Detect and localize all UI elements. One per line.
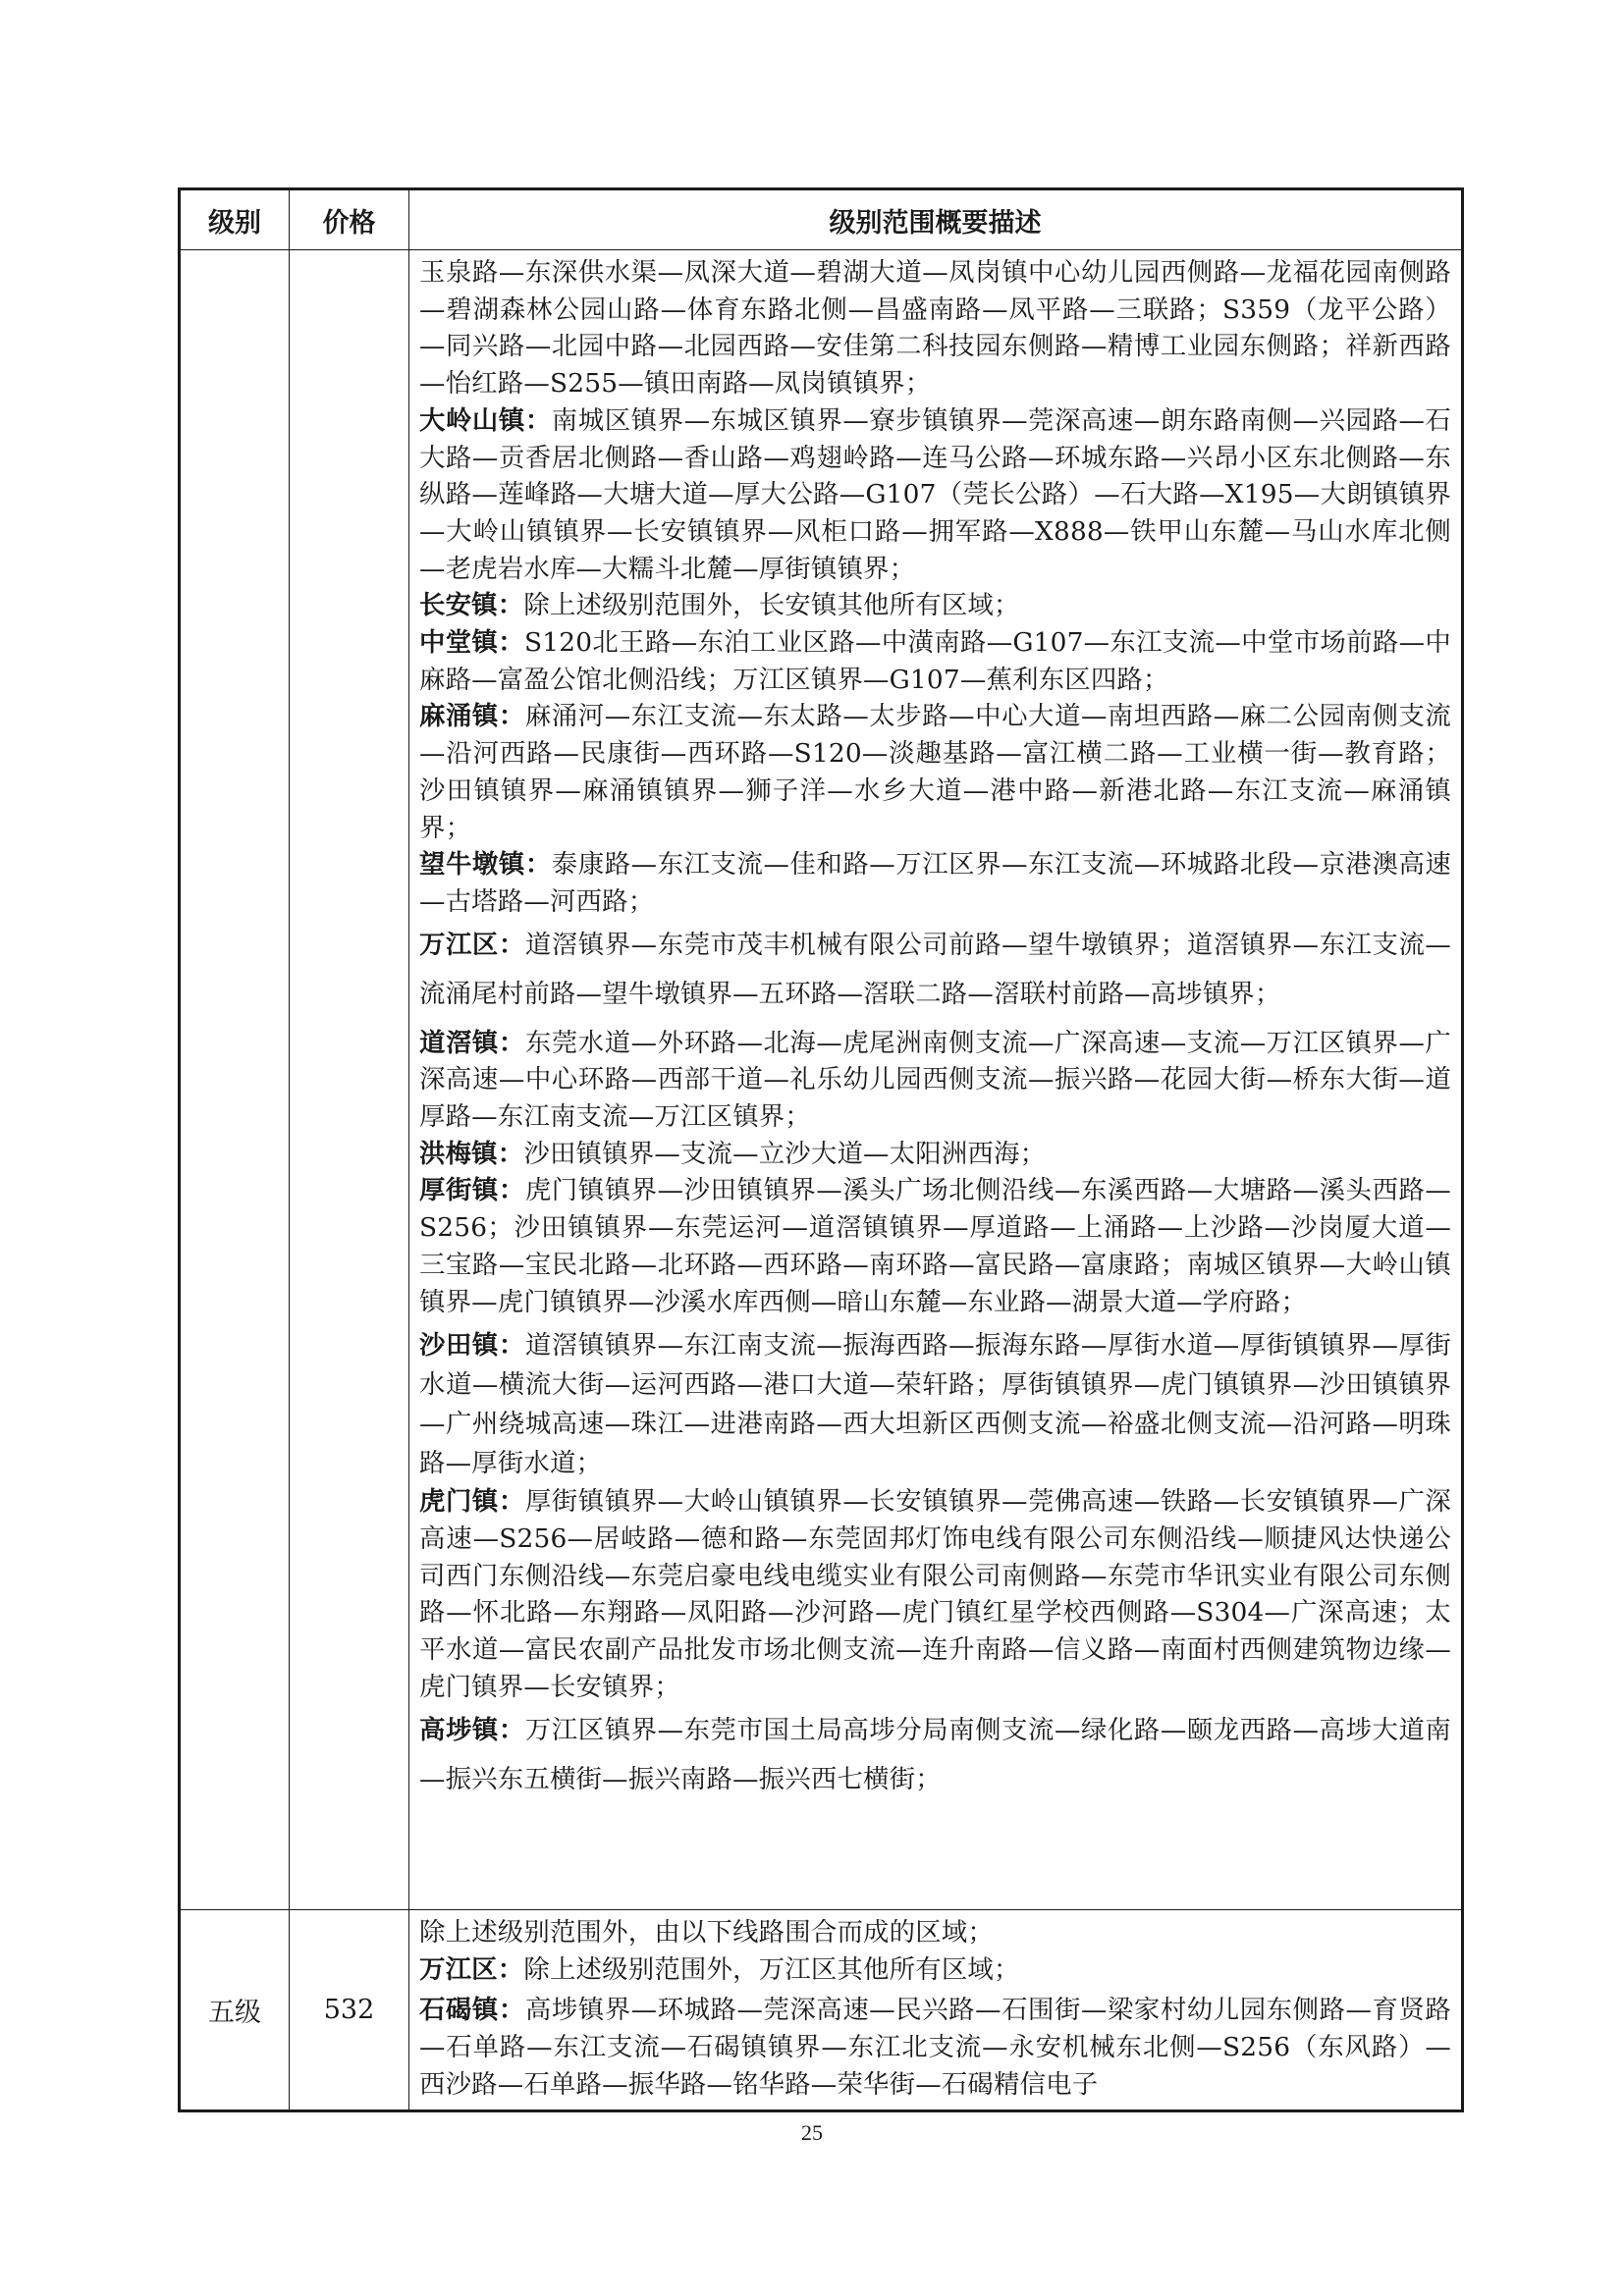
- town-name: 高埗镇：: [419, 1714, 525, 1745]
- table-header-row: [180, 189, 1463, 250]
- table-row: [180, 250, 1463, 1910]
- description-paragraph: [419, 402, 1451, 588]
- description-paragraph: [419, 1951, 1451, 1989]
- description-paragraph: [419, 1706, 1451, 1804]
- table-row: [180, 1910, 1463, 2111]
- price-cell: [290, 250, 409, 1910]
- header-description: 级别范围概要描述: [409, 189, 1463, 250]
- description-paragraph: 玉泉路—东深供水渠—凤深大道—碧湖大道—凤岗镇中心幼儿园西侧路—龙福花园南侧路—碧湖森林公园山路—体育东路北侧—昌盛南路—凤平路—三联路；S359（龙平公路）—同兴路—北园中路—北园西路—安佳第二科技园东侧路—精博工业园东侧路；祥新西路—怡红路—S255—镇田南路—凤岗镇镇界；: [419, 257, 1451, 400]
- level-cell: 五级: [180, 1910, 290, 2111]
- land-price-table: [178, 187, 1464, 2112]
- boundary-text: 除上述级别范围外，万江区其他所有区域；: [523, 1953, 1020, 1985]
- boundary-text: 除上述级别范围外，长安镇其他所有区域；: [523, 590, 1020, 621]
- description-paragraph: [419, 846, 1451, 920]
- boundary-text: 虎门镇镇界—沙田镇镇界—溪头广场北侧沿线—东溪西路—大塘路—溪头西路—S256；沙田镇镇界—东莞运河—道滘镇镇界—厚道路—上涌路—上沙路—沙岗厦大道—三宝路—宝民北路—北环路—西环路—南环路—富民路—富康路；南城区镇界—大岭山镇镇界—虎门镇镇界—沙溪水库西侧—暗山东麓—东业路—湖景大道—学府路；: [419, 1175, 1451, 1317]
- description-paragraph: [419, 698, 1451, 846]
- town-name: 洪梅镇：: [419, 1138, 524, 1169]
- boundary-text: 厚街镇镇界—大岭山镇镇界—长安镇镇界—莞佛高速—铁路—长安镇镇界—广深高速—S256—居岐路—德和路—东莞固邦灯饰电线有限公司东侧沿线—顺捷风达快递公司西门东侧沿线—东莞启豪电线电缆实业有限公司南侧路—东莞市华讯实业有限公司东侧路—怀北路—东翔路—凤阳路—沙河路—虎门镇红星学校西侧路—S304—广深高速；太平水道—富民农副产品批发市场北侧支流—连升南路—信义路—南面村西侧建筑物边缘—虎门镇界—长安镇界；: [419, 1486, 1451, 1702]
- boundary-text: 沙田镇镇界—支流—立沙大道—太阳洲西海；: [523, 1138, 1047, 1169]
- town-name: 麻涌镇：: [419, 701, 525, 732]
- town-name: 石碣镇：: [419, 1995, 525, 2026]
- header-price: 价格: [290, 189, 409, 250]
- town-name: 中堂镇：: [419, 627, 525, 659]
- boundary-text: 麻涌河—东江支流—东太路—太步路—中心大道—南坦西路—麻二公园南侧支流—沿河西路—民康街—西环路—S120—淡趣基路—富江横二路—工业横一街—教育路；沙田镇镇界—麻涌镇镇界—狮子洋—水乡大道—港中路—新港北路—东江支流—麻涌镇界；: [419, 701, 1451, 843]
- town-name: 望牛墩镇：: [419, 849, 552, 881]
- boundary-text: S120北王路—东泊工业区路—中潢南路—G107—东江支流—中堂市场前路—中麻路—富盈公馆北侧沿线；万江区镇界—G107—蕉利东区四路；: [419, 627, 1451, 695]
- boundary-text: 道滘镇镇界—东江南支流—振海西路—振海东路—厚街水道—厚街镇镇界—厚街水道—横流大街—运河西路—港口大道—荣轩路；厚街镇镇界—虎门镇镇界—沙田镇镇界—广州绕城高速—珠江—进港南路—西大坦新区西侧支流—裕盛北侧支流—沿河路—明珠路—厚街水道；: [419, 1330, 1451, 1479]
- town-name: 长安镇：: [419, 590, 524, 621]
- town-name: 厚街镇：: [419, 1175, 525, 1206]
- town-name: 万江区：: [419, 1953, 524, 1985]
- boundary-text: 泰康路—东江支流—佳和路—万江区界—东江支流—环城路北段—京港澳高速—古塔路—河西路；: [419, 849, 1451, 917]
- header-level: 级别: [180, 189, 290, 250]
- price-cell: 532: [290, 1910, 409, 2111]
- description-paragraph: [419, 1326, 1451, 1483]
- town-name: 道滘镇：: [419, 1027, 525, 1058]
- town-name: 万江区：: [419, 929, 525, 960]
- description-paragraph: [419, 624, 1451, 698]
- boundary-text: 万江区镇界—东莞市国土局高埗分局南侧支流—绿化路—颐龙西路—高埗大道南—振兴东五横街—振兴南路—振兴西七横街；: [419, 1714, 1451, 1794]
- boundary-text: 高埗镇界—环城路—莞深高速—民兴路—石围街—梁家村幼儿园东侧路—育贤路—石单路—东江支流—石碣镇镇界—东江北支流—永安机械东北侧—S256（东风路）—西沙路—石单路—振华路—铭华路—荣华街—石碣精信电子: [419, 1995, 1451, 2100]
- description-paragraph: [419, 1136, 1451, 1173]
- town-name: 沙田镇：: [419, 1330, 525, 1362]
- boundary-text: 南城区镇界—东城区镇界—寮步镇镇界—莞深高速—朗东路南侧—兴园路—石大路—贡香居北侧路—香山路—鸡翅岭路—连马公路—环城东路—兴昂小区东北侧路—东纵路—莲峰路—大塘大道—厚大公路—G107（莞长公路）—石大路—X195—大朗镇镇界—大岭山镇镇界—长安镇镇界—风柜口路—拥军路—X888—铁甲山东麓—马山水库北侧—老虎岩水库—大糯斗北麓—厚街镇镇界；: [419, 404, 1451, 584]
- description-paragraph: 除上述级别范围外，由以下线路围合而成的区域；: [419, 1917, 994, 1948]
- description-paragraph: [419, 921, 1451, 1019]
- description-paragraph: [419, 587, 1451, 624]
- boundary-text: 道滘镇界—东莞市茂丰机械有限公司前路—望牛墩镇界；道滘镇界—东江支流—流涌尾村前路—望牛墩镇界—五环路—滘联二路—滘联村前路—高埗镇界；: [419, 929, 1451, 1009]
- description-paragraph: [419, 1483, 1451, 1705]
- description-cell: [409, 1910, 1463, 2111]
- level-cell: [180, 250, 290, 1910]
- boundary-text: 东莞水道—外环路—北海—虎尾洲南侧支流—广深高速—支流—万江区镇界—广深高速—中心环路—西部干道—礼乐幼儿园西侧支流—振兴路—花园大街—桥东大街—道厚路—东江南支流—万江区镇界；: [419, 1027, 1451, 1133]
- description-paragraph: [419, 1025, 1451, 1136]
- page-number: 25: [801, 2120, 823, 2145]
- description-paragraph: [419, 1992, 1451, 2103]
- town-name: 虎门镇：: [419, 1486, 525, 1518]
- town-name: 大岭山镇：: [419, 404, 552, 436]
- description-paragraph: [419, 1172, 1451, 1320]
- description-cell: [409, 250, 1463, 1910]
